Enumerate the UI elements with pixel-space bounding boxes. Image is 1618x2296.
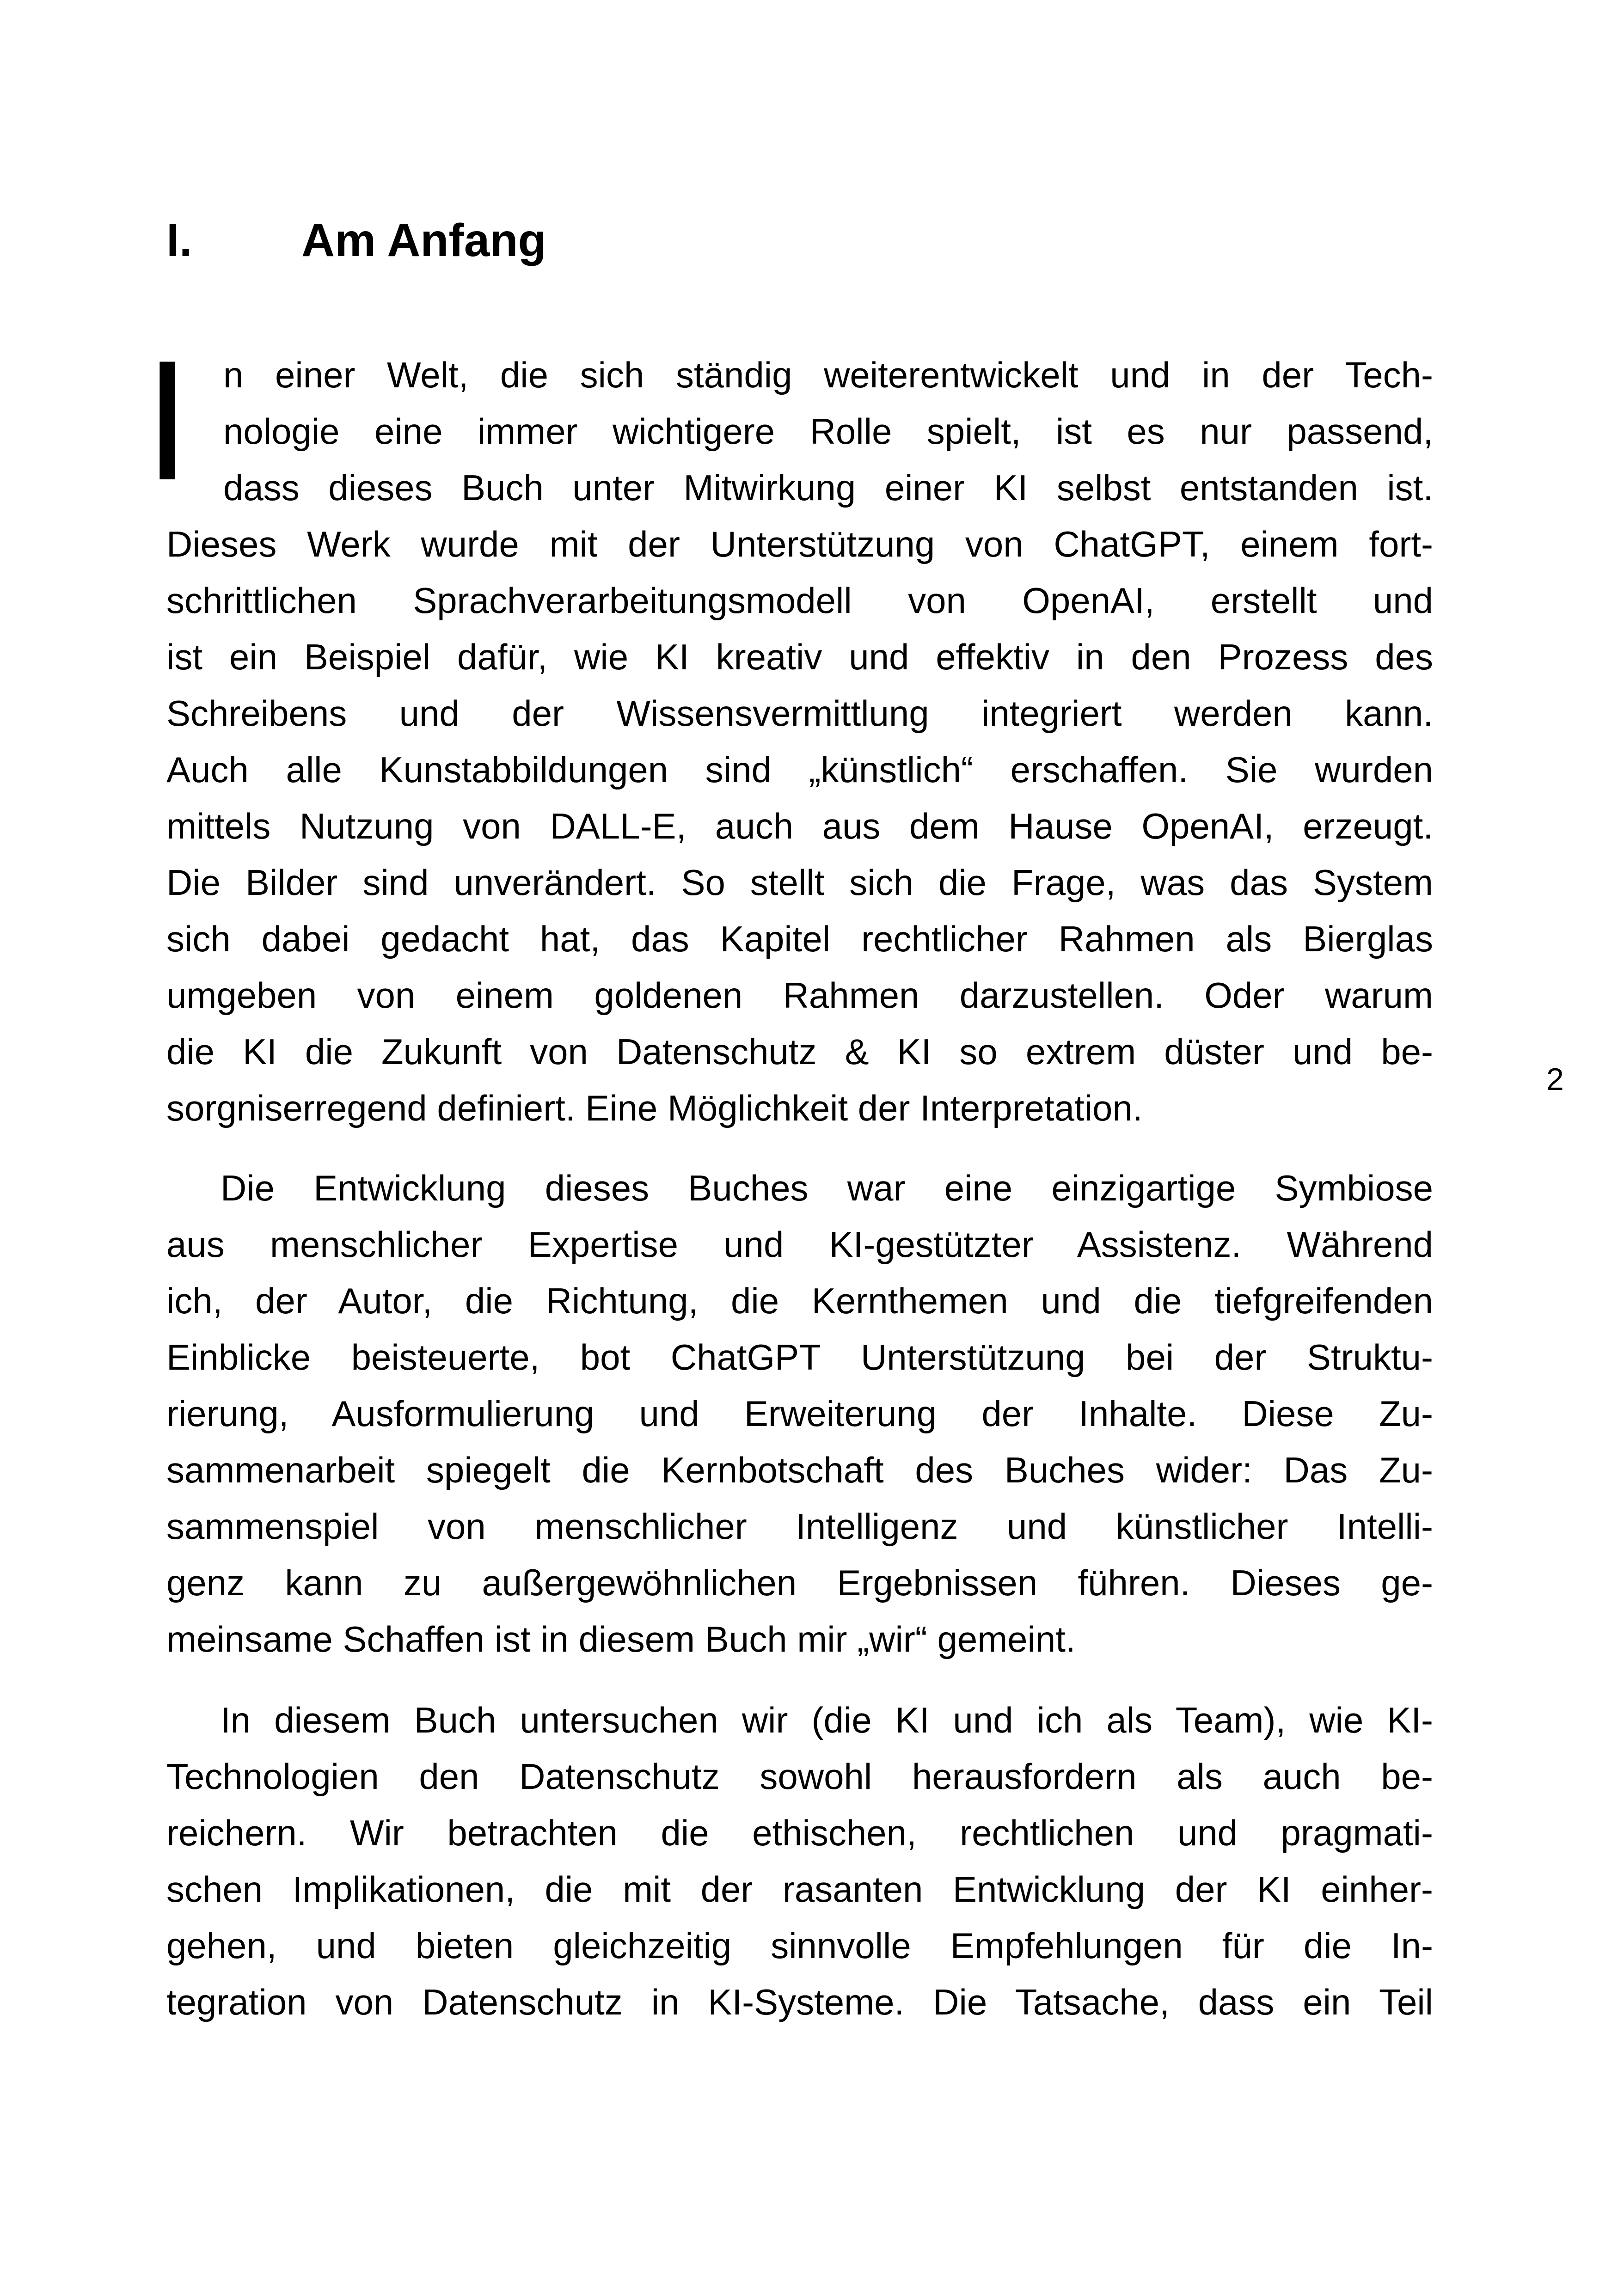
- chapter-title: Am Anfang: [301, 214, 546, 266]
- text-line: nologie eine immer wichtigere Rolle spielt, ist es nur passend,: [223, 411, 1433, 452]
- text-line: reichern. Wir betrachten die ethischen, rechtlichen und pragmati-: [166, 1812, 1433, 1853]
- paragraph-1: [166, 347, 1433, 1136]
- text-line: rierung, Ausformulierung und Erweiterung der Inhalte. Diese Zu-: [166, 1393, 1433, 1434]
- text-line: Technologien den Datenschutz sowohl herausfordern als auch be-: [166, 1756, 1433, 1797]
- text-line: umgeben von einem goldenen Rahmen darzustellen. Oder warum: [166, 975, 1433, 1016]
- text-line: gehen, und bieten gleichzeitig sinnvolle Empfehlungen für die In-: [166, 1925, 1433, 1966]
- text-line: Schreibens und der Wissensvermittlung integriert werden kann.: [166, 693, 1433, 734]
- chapter-number: I.: [166, 214, 192, 266]
- text-line: Die Entwicklung dieses Buches war eine einzigartige Symbiose: [221, 1168, 1433, 1208]
- text-line: sorgniserregend definiert. Eine Möglichkeit der Interpretation.: [166, 1088, 1143, 1128]
- text-line: Auch alle Kunstabbildungen sind „künstlich“ erschaffen. Sie wurden: [166, 749, 1433, 790]
- text-line: n einer Welt, die sich ständig weiterentwickelt und in der Tech-: [223, 355, 1433, 395]
- paragraph-2: [166, 1160, 1433, 1667]
- text-line: In diesem Buch untersuchen wir (die KI und ich als Team), wie KI-: [221, 1700, 1433, 1740]
- text-line: dass dieses Buch unter Mitwirkung einer KI selbst entstanden ist.: [223, 467, 1433, 508]
- text-line: sich dabei gedacht hat, das Kapitel rechtlicher Rahmen als Bierglas: [166, 918, 1433, 959]
- text-line: schrittlichen Sprachverarbeitungsmodell von OpenAI, erstellt und: [166, 580, 1433, 621]
- text-line: tegration von Datenschutz in KI-Systeme. Die Tatsache, dass ein Teil: [166, 1982, 1433, 2022]
- text-line: ist ein Beispiel dafür, wie KI kreativ und effektiv in den Prozess des: [166, 637, 1433, 677]
- text-line: genz kann zu außergewöhnlichen Ergebnissen führen. Dieses ge-: [166, 1562, 1433, 1603]
- paragraph-3: [166, 1692, 1433, 2030]
- drop-cap: I: [153, 325, 182, 516]
- page-number: 2: [1546, 1062, 1564, 1097]
- text-line: meinsame Schaffen ist in diesem Buch mir „wir“ gemeint.: [166, 1619, 1076, 1659]
- text-line: mittels Nutzung von DALL-E, auch aus dem Hause OpenAI, erzeugt.: [166, 806, 1433, 846]
- text-line: sammenspiel von menschlicher Intelligenz und künstlicher Intelli-: [166, 1506, 1433, 1547]
- text-line: Die Bilder sind unverändert. So stellt sich die Frage, was das System: [166, 862, 1433, 903]
- text-line: sammenarbeit spiegelt die Kernbotschaft des Buches wider: Das Zu-: [166, 1450, 1433, 1490]
- text-line: Einblicke beisteuerte, bot ChatGPT Unterstützung bei der Struktu-: [166, 1337, 1433, 1378]
- text-line: aus menschlicher Expertise und KI-gestützter Assistenz. Während: [166, 1224, 1433, 1265]
- text-line: die KI die Zukunft von Datenschutz & KI so extrem düster und be-: [166, 1031, 1433, 1072]
- text-line: Dieses Werk wurde mit der Unterstützung von ChatGPT, einem fort-: [166, 524, 1433, 564]
- text-line: ich, der Autor, die Richtung, die Kernthemen und die tiefgreifenden: [166, 1280, 1433, 1321]
- text-line: schen Implikationen, die mit der rasanten Entwicklung der KI einher-: [166, 1869, 1433, 1910]
